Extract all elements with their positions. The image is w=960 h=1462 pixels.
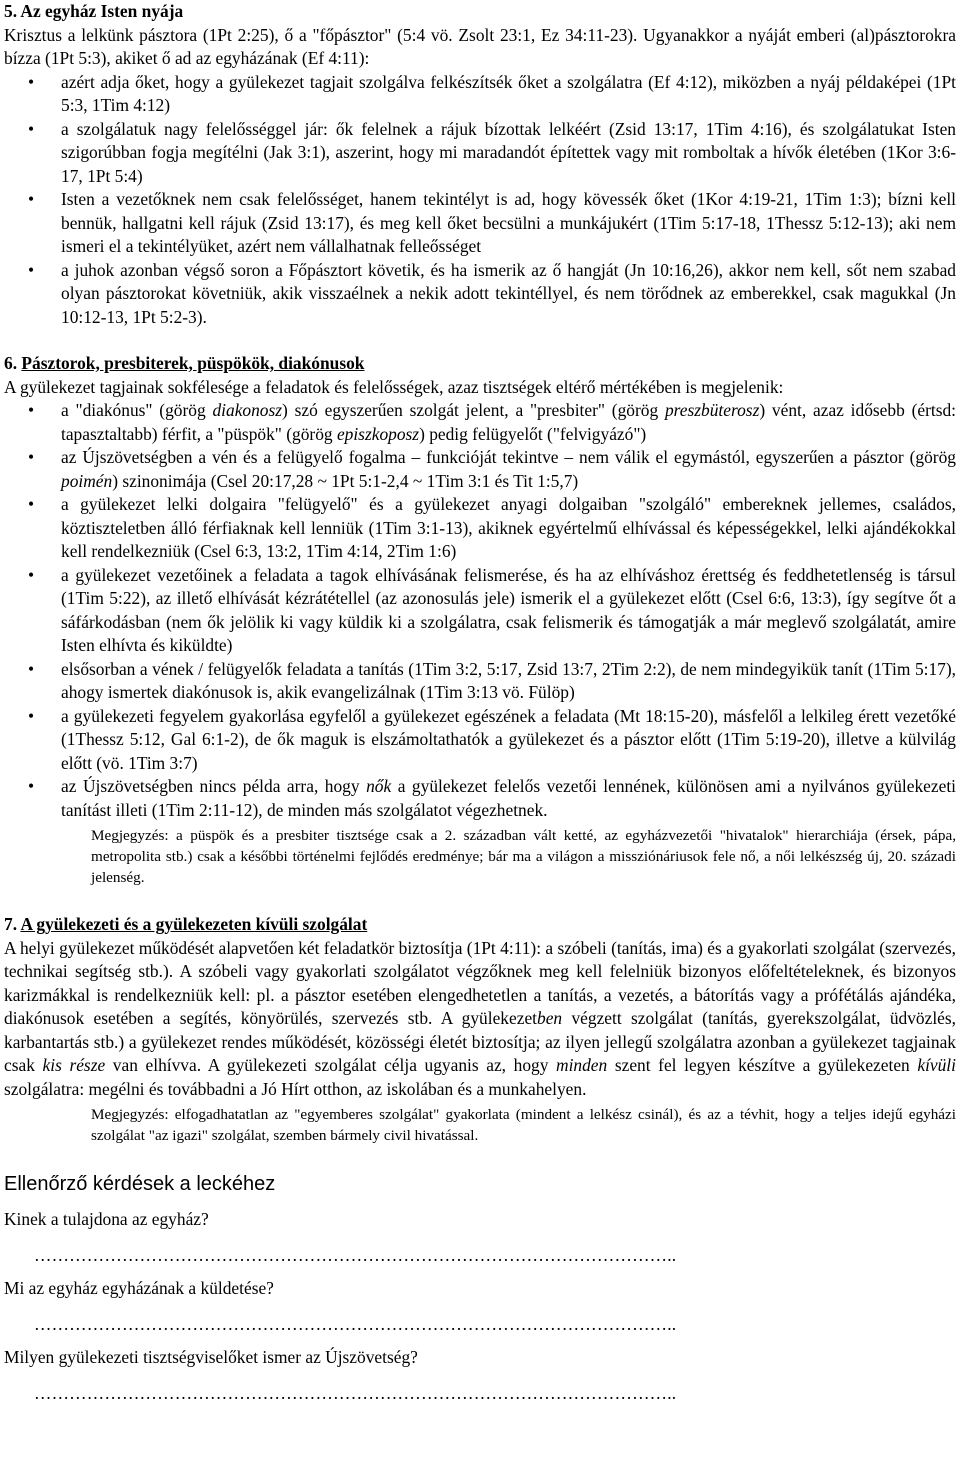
quiz-question-1: Kinek a tulajdona az egyház? xyxy=(4,1209,209,1229)
section-7-title: A gyülekezeti és a gyülekezeten kívüli szolgálat xyxy=(20,914,368,934)
text-run: végzett szolgálat (tanítás, gyerekszolgálat, üdvözlés, karbantartás stb.) a gyülekezet rendes működését, közösségi életét biztosítja; az ilyen jellegű szolgálatra azonban a gyülekezet tagjainak csak xyxy=(4,1008,957,1075)
text-run: ) szó egyszerűen szolgát jelent, a "presbiter" (görög xyxy=(282,400,665,420)
section-6-intro: A gyülekezet tagjainak sokfélesége a feladatok és felelősségek, azaz tisztségek eltérő mértékében is megjelenik: xyxy=(4,376,784,397)
italic-term: kívüli xyxy=(917,1055,956,1075)
italic-term: diakonosz xyxy=(212,400,283,420)
section-6-title: Pásztorok, presbiterek, püspökök, diakónusok xyxy=(21,353,365,373)
spacer xyxy=(4,1336,956,1346)
list-item: • a szolgálatuk nagy felelősséggel jár: ők felelnek a rájuk bízottak lelkéért (Zsid 13:17, 1Tim 4:16), és szolgálatukat Isten szigorúbban fogja megítélni (Jak 3:1), aszerint, hogy mi maradandót építettek vagy mit romboltak a hívők életében (1Kor 3:6-17, 1Pt 5:4) xyxy=(61,118,956,189)
spacer xyxy=(4,1301,956,1313)
section-6-number: 6. xyxy=(4,353,22,373)
text-run: a "diakónus" (görög xyxy=(61,400,213,420)
text-run: ) vént, azaz idősebb (értsd: tapasztaltabb) férfit, a "püspök" (görög xyxy=(61,400,957,444)
spacer xyxy=(4,890,956,913)
section-6-heading xyxy=(4,352,956,376)
text-run: szolgálatra: megélni és továbbadni a Jó Hírt otthon, az iskolában és a munkahelyen. xyxy=(4,1078,587,1099)
text-run: ) pedig felügyelőt ("felvigyázó") xyxy=(419,423,647,444)
section-5-intro: Krisztus a lelkünk pásztora (1Pt 2:25), ő a "főpásztor" (5:4 vö. Zsolt 23:1, Ez 34:11-23). Ugyanakkor a nyáját emberi (al)pásztorokra bízza (1Pt 5:3), akiket ő ad az egyházának (Ef 4:11): xyxy=(4,24,956,68)
text-run: A helyi gyülekezet működését alapvetően két feladatkör biztosítja (1Pt 4:11): a szóbeli (tanítás, ima) és a gyakorlati szolgálat (szervezés, technikai segítség stb.). A szóbeli vagy gyakorlati szolgálatot végzőknek meg kell felelniük bizonyos előfeltételeknek, és bizonyos karizmákkal is rendelkezniük kell: pl. a pásztor esetében elengedhetetlen a tanítás, a vezetés, a bátorítás vagy a prófétálás ajándéka, diakónusok esetében a segítés, könyörülés, szervezés stb. A gyülekezet xyxy=(4,937,956,1028)
list-item: • Isten a vezetőknek nem csak felelősséget, hanem tekintélyt is ad, hogy kövessék őket (1Kor 4:19-21, 1Tim 1:3); bízni kell bennük, hallgatni kell rájuk (Zsid 13:17), és meg kell őket becsülni a munkájukért (1Tim 5:17-18, 1Thessz 5:12-13); aki nem ismeri el a tekintélyüket, azért nem vállalhatnak felleősséget xyxy=(61,188,956,259)
italic-term: poimén xyxy=(61,470,113,491)
text-run: ) szinonimája (Csel 20:17,28 ~ 1Pt 5:1-2,4 ~ 1Tim 3:1 és Tit 1:5,7) xyxy=(112,470,579,491)
list-item: • azért adja őket, hogy a gyülekezet tagjait szolgálva felkészítsék őket a szolgálatra (Ef 4:12), miközben a nyáj példaképei (1Pt 5:3, 1Tim 4:12) xyxy=(61,71,956,118)
section-7-number: 7. xyxy=(4,914,21,934)
section-7-note: Megjegyzés: elfogadhatatlan az "egyemberes szolgálat" gyakorlata (mindent a lelkész csinál), és az a tévhit, hogy a teljes idejű egyházi szolgálat "az igazi" szolgálat, szemben bármely civil hivatással. xyxy=(91,1106,956,1144)
answer-line-2[interactable]: ……………………………………………………………………………………………….. xyxy=(34,1313,677,1334)
quiz-question-2: Mi az egyház egyházának a küldetése? xyxy=(4,1278,274,1298)
section-6-note: Megjegyzés: a püspök és a presbiter tisztsége csak a 2. században vált ketté, az egyházvezetői "hivatalok" hierarchiája (érsek, pápa, metropolita stb.) csak a későbbi történelmi fejlődés eredménye; bár ma a világon a missziónáriusok fele nő, a női lelkészség új, 20. századi jelenség. xyxy=(91,827,956,886)
italic-term: minden xyxy=(556,1055,608,1075)
section-6-bullet-list xyxy=(4,399,956,822)
text-run: van elhívva. A gyülekezeti szolgálat célja ugyanis az, hogy xyxy=(105,1055,557,1075)
italic-term: preszbüterosz xyxy=(664,400,760,420)
answer-line-3[interactable]: ……………………………………………………………………………………………….. xyxy=(34,1382,677,1403)
text-run: a gyülekezet felelős vezetői lennének, különösen ami a nyilvános gyülekezeti tanítást illeti (1Tim 2:11-12), de minden más szolgálatot végezhetnek. xyxy=(61,776,956,820)
list-item: • a gyülekezet lelki dolgaira "felügyelő" és a gyülekezet anyagi dolgaiban "szolgáló" embereknek jellemes, családos, köztiszteletben álló férfiaknak kell lenniük (1Tim 3:1-13), akiknek egyértelmű elhívással és képességekkel, lelki ajándékokkal kell rendelkezniük (Csel 6:3, 13:2, 1Tim 4:14, 2Tim 1:6) xyxy=(61,493,956,564)
spacer xyxy=(4,1232,956,1244)
italic-term: episzkoposz xyxy=(336,423,420,444)
section-7-paragraph xyxy=(4,937,956,1102)
text-run: szent fel legyen készítve a gyülekezeten xyxy=(607,1055,918,1075)
answer-line-1[interactable]: ……………………………………………………………………………………………….. xyxy=(34,1244,677,1265)
spacer xyxy=(4,1267,956,1277)
list-item xyxy=(61,446,956,493)
list-item: • a gyülekezeti fegyelem gyakorlása egyfelől a gyülekezet egészének a feladata (Mt 18:15-20), másfelől a lelkileg érett vezetőké (1Thessz 5:12, Gal 6:1-2), de ők maguk is elszámoltathatók a gyülekezet és a pásztor előtt (1Tim 5:19-20), illetve a külvilág előtt (vö. 1Tim 3:7) xyxy=(61,705,956,776)
italic-term: nők xyxy=(366,776,392,796)
quiz-heading: Ellenőrző kérdések a leckéhez xyxy=(4,1173,276,1195)
list-item: • elsősorban a vének / felügyelők feladata a tanítás (1Tim 3:2, 5:17, Zsid 13:7, 2Tim 2:2), de nem mindegyikük tanít (1Tim 5:17), ahogy ismertek diakónusok is, akik evangelizálnak (1Tim 3:13 vö. Fülöp) xyxy=(61,658,956,705)
spacer xyxy=(4,1148,956,1171)
italic-term: ben xyxy=(537,1008,563,1028)
list-item: • a gyülekezet vezetőinek a feladata a tagok elhívásának felismerése, és ha az elhíváshoz érettség és feddhetetlenség is társul (1Tim 5:22), az illető elhívását kézrátétellel (az azonosulás jele) ismerik el a gyülekezet előtt (Csel 6:6, 13:3), így segítve őt a sáfárkodásban (nem ők jelölik ki vagy küldik ki a szolgálatra, csak felismerik és támogatják a már meglevő szolgálatát, amire Isten elhívta és kiküldte) xyxy=(61,564,956,658)
list-item xyxy=(61,775,956,822)
italic-term: kis része xyxy=(42,1055,106,1075)
quiz-question-3: Milyen gyülekezeti tisztségviselőket ismer az Újszövetség? xyxy=(4,1347,418,1367)
list-item: • a juhok azonban végső soron a Főpásztort követik, és ha ismerik az ő hangját (Jn 10:16,26), akkor nem kell, sőt nem szabad olyan pásztorokat követniük, akik visszaélnek a nekik adott tekintéllyel, és nem törődnek az emberekkel, csak magukkal (Jn 10:12-13, 1Pt 5:2-3). xyxy=(61,259,956,330)
spacer xyxy=(4,1198,956,1208)
text-run: az Újszövetségben a vén és a felügyelő fogalma – funkcióját tekintve – nem válik el egymástól, egyszerűen a pásztor (görög xyxy=(61,447,956,467)
text-run: az Újszövetségben nincs példa arra, hogy xyxy=(61,776,367,796)
section-5-heading: 5. Az egyház Isten nyája xyxy=(4,1,184,21)
section-7-heading xyxy=(4,913,956,937)
list-item xyxy=(61,399,956,446)
spacer xyxy=(4,329,956,352)
spacer xyxy=(4,1370,956,1382)
section-5-bullet-list xyxy=(4,71,956,330)
